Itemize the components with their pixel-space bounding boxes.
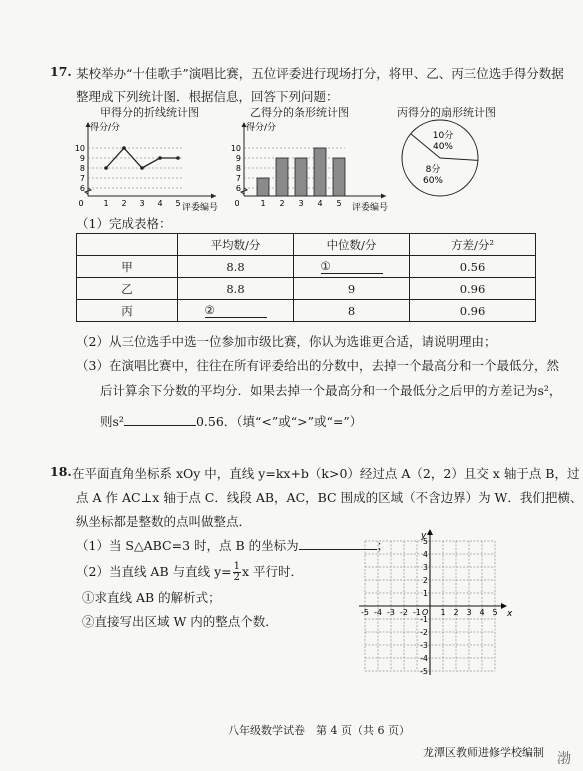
x-tick-label: 0	[234, 199, 240, 208]
table-cell: 丙	[77, 300, 178, 322]
answer-blank	[124, 413, 196, 426]
bar	[276, 158, 288, 196]
y-axis-arrow	[427, 529, 433, 535]
pie-chart	[395, 116, 495, 200]
x-tick-label: 5	[175, 199, 181, 208]
q18-part2-b: x 平行时．	[242, 564, 304, 579]
bar	[333, 158, 345, 196]
x-tick-label: 1	[260, 199, 266, 208]
q17-part3-line1: （3）在演唱比赛中，往往在所有评委给出的分数中，去掉一个最高分和一个最低分，然	[76, 358, 559, 373]
table-cell: 甲	[77, 256, 178, 278]
x-tick-label: 3	[298, 199, 304, 208]
q17-part3-line3-b: 0.56．（填“<”或“>”或“=”）	[195, 414, 363, 429]
q17-part2: （2）从三位选手中选一位参加市级比赛，你认为选谁更合适，请说明理由；	[76, 334, 497, 349]
x-tick-label: -1	[413, 608, 421, 617]
blank-2: ②	[205, 303, 267, 318]
x-tick-label: 0	[78, 199, 84, 208]
x-tick-label: 3	[466, 608, 472, 617]
y-tick-label: 1	[422, 589, 428, 598]
y-tick-label: 5	[422, 537, 428, 546]
y-tick-label: 3	[422, 563, 428, 572]
x-tick-label: 4	[479, 608, 485, 617]
data-point	[158, 156, 162, 160]
q18-line2: 点 A 作 AC⊥x 轴于点 C．线段 AB，AC，BC 围成的区域（不含边界）为 W．我们把横、	[76, 490, 583, 505]
y-tick-label: 9	[235, 154, 241, 163]
table-header: 方差/分²	[410, 234, 536, 256]
data-point	[122, 146, 126, 150]
table-cell: 8.8	[178, 256, 294, 278]
y-tick-label: -1	[420, 615, 428, 624]
pie-chart-title: 丙得分的扇形统计图	[397, 106, 496, 119]
y-axis-label: y	[421, 531, 427, 541]
q17-intro-line1: 某校举办“十佳歌手”演唱比赛，五位评委进行现场打分，将甲、乙、丙三位选手得分数据	[76, 66, 564, 81]
x-axis-label: 评委编号	[181, 203, 218, 213]
table-cell-blank	[294, 256, 410, 278]
pie-slice2-pct: 60%	[422, 176, 444, 186]
x-tick-label: 5	[492, 608, 498, 617]
q17-part3-line2: 后计算余下分数的平均分．如果去掉一个最高分和一个最低分之后甲的方差记为s²，	[100, 383, 562, 398]
y-tick-label: -5	[420, 667, 428, 676]
bar-chart-title: 乙得分的条形统计图	[250, 106, 349, 119]
table-cell: 乙	[77, 278, 178, 300]
table-cell: 0.96	[410, 278, 536, 300]
q18-line1: 在平面直角坐标系 xOy 中，直线 y=kx+b（k>0）经过点 A（2，2）且交 x 轴于点 B，过	[72, 466, 580, 481]
x-tick-label: -4	[374, 608, 382, 617]
y-tick-label: 4	[422, 550, 428, 559]
q18-line3: 纵坐标都是整数的点叫做整点．	[76, 514, 252, 529]
footer-page-info: 八年级数学试卷 第 4 页（共 6 页）	[228, 724, 410, 737]
table-cell: 9	[294, 278, 410, 300]
x-axis-label: x	[507, 609, 513, 619]
score-table	[76, 233, 536, 322]
table-header: 平均数/分	[178, 234, 294, 256]
x-tick-label: 4	[157, 199, 163, 208]
y-tick-label: 6	[235, 184, 241, 193]
x-tick-label: 2	[279, 199, 285, 208]
y-tick-label: 9	[79, 154, 85, 163]
bar-chart	[226, 118, 391, 218]
pie-slice2-value: 8分	[425, 165, 441, 175]
line-chart	[70, 118, 220, 218]
y-axis-label: 得分/分	[246, 123, 277, 133]
q18-part2	[76, 562, 303, 583]
x-tick-label: -2	[400, 608, 408, 617]
q18-part1	[76, 536, 389, 554]
bar	[295, 158, 307, 196]
x-tick-label: -5	[361, 608, 369, 617]
q17-part3-line3-a: 则s²	[100, 414, 124, 429]
q18-sub1: ①求直线 AB 的解析式；	[82, 590, 221, 605]
y-tick-label: 2	[422, 576, 428, 585]
y-tick-label: 8	[235, 164, 241, 173]
y-axis-label: 得分/分	[90, 123, 121, 133]
q18-number: 18.	[50, 464, 72, 479]
x-axis-arrow	[211, 194, 216, 199]
data-point	[104, 166, 108, 170]
table-cell: 8.8	[178, 278, 294, 300]
table-cell: 0.96	[410, 300, 536, 322]
x-tick-label: 1	[103, 199, 109, 208]
y-tick-label: 10	[230, 144, 241, 153]
table-row	[77, 256, 536, 278]
q17-part1: （1）完成表格：	[76, 216, 172, 231]
origin-label: O	[422, 608, 429, 617]
y-tick-label: 8	[79, 164, 85, 173]
q18-part1-end: ；	[376, 538, 390, 553]
x-tick-label: 3	[139, 199, 145, 208]
footer-publisher: 龙潭区教师进修学校编制	[423, 746, 544, 759]
pie-slice1-value: 10分	[432, 131, 454, 141]
corner-watermark: 渤	[557, 751, 571, 767]
x-tick-label: 2	[453, 608, 459, 617]
x-tick-label: 1	[440, 608, 446, 617]
y-tick-label: 10	[74, 144, 85, 153]
table-cell-blank	[178, 300, 294, 322]
fraction	[233, 562, 241, 583]
x-tick-label: -3	[387, 608, 395, 617]
y-tick-label: 7	[235, 174, 241, 183]
blank-1: ①	[321, 259, 383, 274]
q17-intro-line2: 整理成下列统计图．根据信息，回答下列问题：	[76, 89, 339, 104]
q17-number: 17.	[50, 64, 72, 79]
table-row	[77, 278, 536, 300]
table-header-row	[77, 234, 536, 256]
table-cell: 0.56	[410, 256, 536, 278]
bar	[257, 178, 269, 196]
q17-part3-line3	[100, 412, 362, 430]
fraction-numerator: 1	[233, 561, 240, 572]
table-header	[77, 234, 178, 256]
y-tick-label: -4	[420, 654, 428, 663]
q18-part2-a: （2）当直线 AB 与直线 y=	[76, 564, 232, 579]
bar	[314, 148, 326, 196]
y-tick-label: 7	[79, 174, 85, 183]
q18-part1-text: （1）当 S△ABC=3 时，点 B 的坐标为	[76, 538, 299, 553]
q18-sub2: ②直接写出区域 W 内的整点个数．	[82, 614, 278, 629]
fraction-denominator: 2	[233, 572, 240, 583]
table-row	[77, 300, 536, 322]
x-axis-arrow	[381, 194, 386, 199]
x-tick-label: 4	[317, 199, 323, 208]
x-axis-label: 评委编号	[351, 203, 388, 213]
coordinate-grid	[355, 524, 515, 689]
y-tick-label: 6	[79, 184, 85, 193]
line-chart-title: 甲得分的折线统计图	[100, 106, 199, 119]
y-tick-label: -2	[420, 628, 428, 637]
y-tick-label: -3	[420, 641, 428, 650]
pie-slice1-pct: 40%	[432, 142, 454, 152]
data-point	[140, 166, 144, 170]
x-tick-label: 2	[121, 199, 127, 208]
x-tick-label: 5	[336, 199, 342, 208]
data-point	[176, 156, 180, 160]
table-cell: 8	[294, 300, 410, 322]
table-header: 中位数/分	[294, 234, 410, 256]
